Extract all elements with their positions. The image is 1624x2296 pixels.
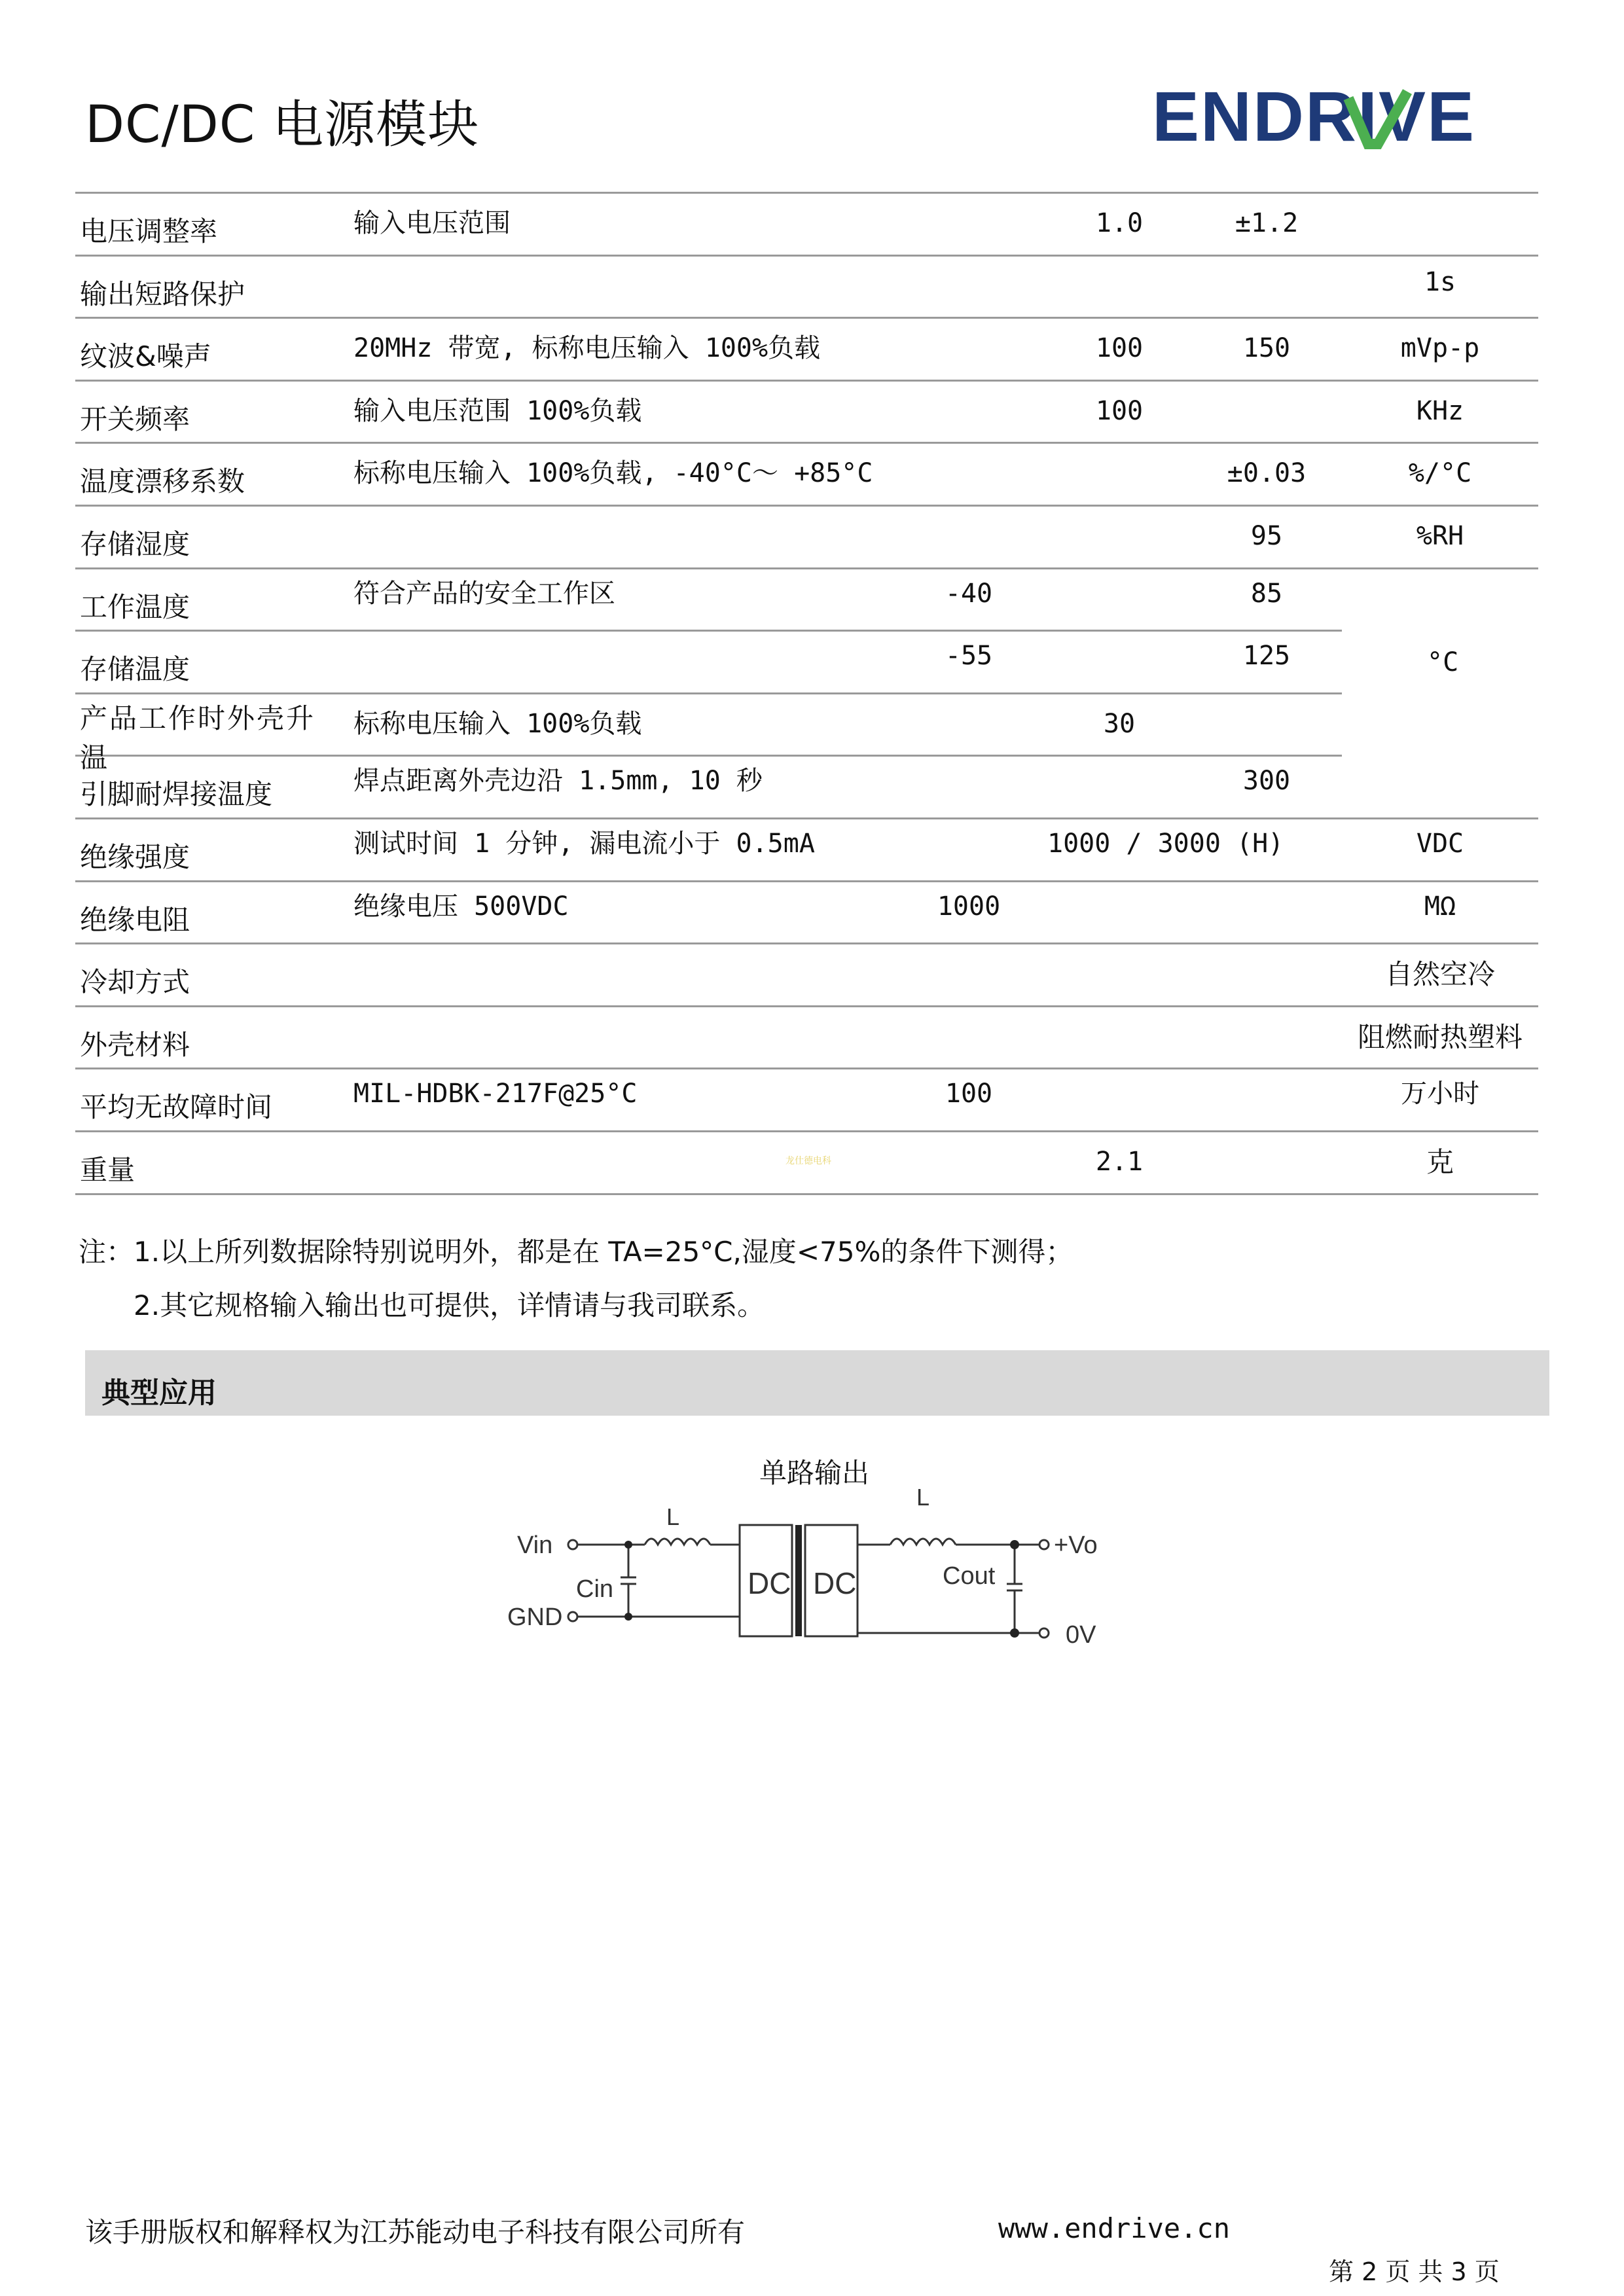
table-rule (75, 1130, 1538, 1132)
table-rule (75, 942, 1538, 944)
cell-min: 100 (945, 1079, 993, 1109)
cell-unit: 1s (1424, 266, 1456, 297)
cell-typ: 2.1 (1095, 1147, 1144, 1177)
cell-unit: 万小时 (1401, 1079, 1479, 1109)
cell-name: 电压调整率 (80, 215, 218, 247)
cell-name: 引脚耐焊接温度 (80, 778, 273, 811)
cell-name: 工作温度 (80, 590, 190, 623)
table-rule (75, 1193, 1538, 1195)
cell-typ: 30 (1103, 708, 1136, 739)
table-rule (75, 1005, 1538, 1007)
table-rule (75, 880, 1538, 882)
note-line-2: 2.其它规格输入输出也可提供，详情请与我司联系。 (134, 1289, 765, 1321)
cell-name: 平均无故障时间 (80, 1091, 273, 1124)
footer-website[interactable]: www.endrive.cn (998, 2212, 1231, 2244)
cell-max: ±0.03 (1227, 458, 1307, 489)
table-rule (75, 255, 1538, 257)
cell-cond: 20MHz 带宽, 标称电压输入 100%负载 (353, 333, 821, 364)
watermark: 龙仕德电科 (785, 1156, 831, 1166)
zero-v-label: 0V (1066, 1621, 1096, 1649)
section-title: 典型应用 (101, 1376, 217, 1410)
table-rule (75, 692, 1342, 694)
dc1-label: DC (748, 1566, 791, 1600)
cell-unit: VDC (1416, 829, 1464, 859)
vo-label: +Vo (1054, 1532, 1098, 1559)
section-bar (85, 1350, 1549, 1416)
cell-name: 绝缘强度 (80, 841, 190, 873)
cell-cond: 标称电压输入 100%负载, -40°C～ +85°C (353, 458, 873, 489)
cell-unit: 自然空冷 (1384, 958, 1495, 991)
cell-name: 重量 (80, 1154, 135, 1186)
cell-name: 纹波&噪声 (80, 340, 211, 373)
cell-min: 1000 (937, 891, 1001, 922)
table-rule (75, 317, 1538, 319)
cin-label: Cin (576, 1575, 614, 1603)
table-rule (75, 442, 1538, 444)
cell-name: 温度漂移系数 (80, 465, 245, 498)
cell-unit: 阻燃耐热塑料 (1357, 1020, 1523, 1053)
endrive-logo (1152, 79, 1538, 160)
logo-text: ENDRIVE (1152, 77, 1476, 156)
l-in-label: L (666, 1503, 680, 1530)
table-rule (75, 817, 1538, 819)
vin-label: Vin (517, 1532, 553, 1559)
cell-cond: MIL-HDBK-217F@25°C (353, 1079, 638, 1109)
circuit-diagram (497, 1486, 1119, 1656)
table-rule (75, 630, 1342, 632)
table-rule (75, 192, 1538, 194)
cell-temp-unit: °C (1427, 647, 1459, 677)
cell-name: 冷却方式 (80, 966, 190, 999)
cell-max: 125 (1242, 641, 1291, 672)
cell-name: 开关频率 (80, 403, 190, 435)
cell-max: 300 (1242, 766, 1291, 797)
cell-typ: 100 (1095, 333, 1144, 364)
cell-cond: 输入电压范围 (353, 208, 511, 238)
cell-unit: KHz (1416, 395, 1464, 426)
cell-name: 外壳材料 (80, 1028, 190, 1061)
cell-name: 输出短路保护 (80, 278, 245, 310)
table-rule (75, 1067, 1538, 1069)
cell-typ: 1000 / 3000 (H) (1047, 829, 1284, 859)
cell-max: 85 (1250, 578, 1283, 609)
cell-cond: 测试时间 1 分钟, 漏电流小于 0.5mA (353, 829, 815, 859)
table-rule (75, 505, 1538, 507)
cell-max: 95 (1250, 521, 1283, 551)
cell-unit: 克 (1426, 1146, 1454, 1178)
page-title: DC/DC 电源模块 (85, 96, 480, 154)
cell-cond: 标称电压输入 100%负载 (353, 708, 642, 739)
cell-cond: 输入电压范围 100%负载 (353, 395, 642, 426)
table-rule (75, 567, 1538, 569)
l-out-label: L (916, 1484, 930, 1511)
cout-label: Cout (943, 1562, 996, 1590)
cell-cond: 焊点距离外壳边沿 1.5mm, 10 秒 (353, 766, 763, 797)
cell-unit: %RH (1416, 521, 1464, 551)
diagram-title: 单路输出 (759, 1457, 870, 1489)
cell-name: 产品工作时外壳升温 (80, 702, 316, 774)
cell-typ: 100 (1095, 395, 1144, 426)
cell-unit: MΩ (1424, 891, 1456, 922)
note-line-1: 注：1.以上所列数据除特别说明外，都是在 TA=25°C,湿度<75%的条件下测得； (79, 1236, 1074, 1268)
table-rule (75, 755, 1342, 757)
footer-copyright: 该手册版权和解释权为江苏能动电子科技有限公司所有 (85, 2216, 746, 2248)
dc2-label: DC (813, 1566, 857, 1600)
cell-name: 存储湿度 (80, 528, 190, 560)
cell-typ: 1.0 (1095, 208, 1144, 238)
cell-cond: 绝缘电压 500VDC (353, 891, 569, 922)
cell-min: -55 (945, 641, 993, 672)
cell-max: 150 (1242, 333, 1291, 364)
gnd-label: GND (507, 1604, 563, 1631)
table-rule (75, 380, 1538, 382)
footer-page-number: 第 2 页 共 3 页 (1329, 2257, 1500, 2286)
cell-cond: 符合产品的安全工作区 (353, 578, 615, 609)
cell-max: ±1.2 (1235, 208, 1299, 238)
cell-unit: %/°C (1408, 458, 1472, 489)
cell-name: 绝缘电阻 (80, 903, 190, 936)
cell-min: -40 (945, 578, 993, 609)
cell-unit: mVp-p (1400, 333, 1480, 364)
cell-name: 存储温度 (80, 653, 190, 686)
